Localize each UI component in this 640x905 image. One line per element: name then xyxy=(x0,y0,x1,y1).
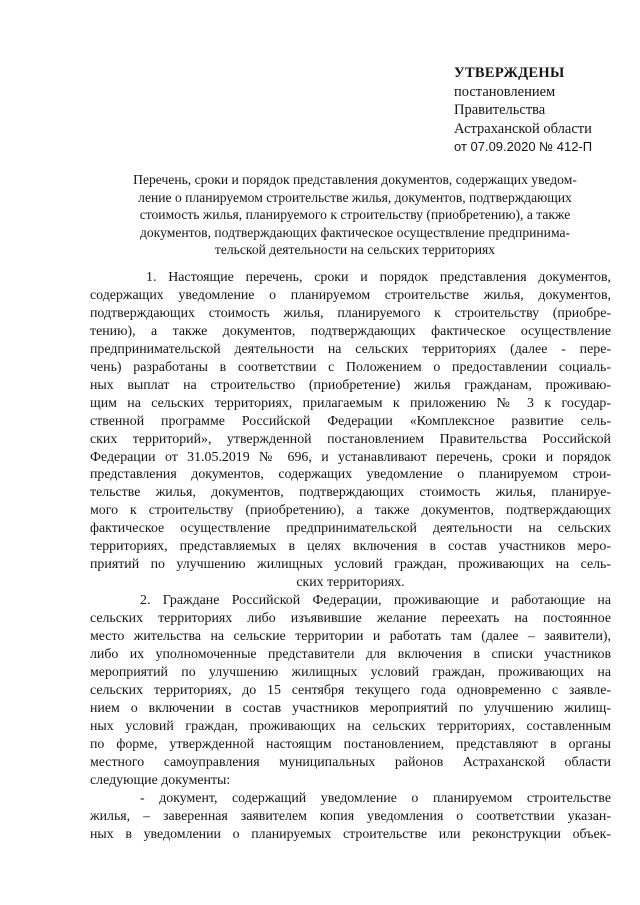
approval-line: Астраханской области xyxy=(454,120,592,137)
body-line: ных выплат на строительство (приобретение) жилья гражданам, проживаю- xyxy=(90,377,611,393)
title-line: Перечень, сроки и порядок представления документов, содержащих уведом- xyxy=(133,172,577,187)
body-line: 2. Граждане Российской Федерации, проживающие и работающие на xyxy=(140,593,611,609)
title-line: тельской деятельности на сельских территориях xyxy=(214,242,496,257)
body-line: местного самоуправления муниципальных районов Астраханской области xyxy=(90,754,611,770)
body-line: ских территориях. xyxy=(296,575,405,591)
body-line: ственной программе Российской Федерации «Комплексное развитие сель- xyxy=(90,413,611,429)
body-line: ных в уведомлении о планируемых строительстве или реконструкции объек- xyxy=(90,826,611,842)
body-line: мого к строительству (приобретению), а также документов, подтверждающих xyxy=(90,503,611,519)
body-line: нием о включении в состав участников мероприятий по улучшению жилищ- xyxy=(90,700,611,716)
title-line: стоимость жилья, планируемого к строительству (приобретению), а также xyxy=(139,207,571,222)
body-line: сельских территориях либо изъявившие желание переехать на постоянное xyxy=(90,611,611,627)
approval-heading: УТВЕРЖДЕНЫ xyxy=(454,65,565,81)
body-line: место жительства на сельские территории и работать там (далее – заявители), xyxy=(90,629,611,645)
body-line: тению), а также документов, подтверждающих фактическое осуществление xyxy=(90,323,611,339)
document-title xyxy=(80,171,630,259)
body-line: фактическое осуществление предпринимательской деятельности на сельских xyxy=(90,521,611,537)
body-line: содержащих уведомление о планируемом строительстве жилья, документов, xyxy=(90,287,611,303)
body-line: 1. Настоящие перечень, сроки и порядок представления документов, xyxy=(146,270,611,285)
body-line: представления документов, содержащих уведомление о планируемом строи- xyxy=(90,467,611,483)
body-line: подтверждающих стоимость жилья, планируемого к строительству (приобре- xyxy=(90,305,611,321)
body-line: предпринимательской деятельности на сельских территориях (далее - пере- xyxy=(90,341,611,357)
body-line: тельстве жилья, документов, подтверждающих стоимость жилья, планируе- xyxy=(90,485,611,501)
title-line: документов, подтверждающих фактическое осуществление предпринима- xyxy=(139,224,571,240)
body-line: ских территорий», утвержденной постановлением Правительства Российской xyxy=(90,431,611,447)
body-line: Федерации от 31.05.2019 № 696, и устанавливают перечень, сроки и порядок xyxy=(90,449,611,465)
body-line: сельских территориях, до 15 сентября текущего года одновременно с заявле- xyxy=(90,682,611,698)
paragraph-2 xyxy=(90,592,611,789)
approval-line: постановлением xyxy=(454,83,556,100)
body-line: приятий по улучшению жилищных условий граждан, проживающих на сель- xyxy=(90,557,611,573)
body-line: чень) разработаны в соответствии с Положением о предоставлении социаль- xyxy=(90,359,611,375)
paragraph-3 xyxy=(90,790,611,844)
body-line: следующие документы: xyxy=(90,772,231,788)
body-line: - документ, содержащий уведомление о планируемом строительстве xyxy=(140,790,611,806)
body-line: жилья, – заверенная заявителем копия уведомления о соответствии указан- xyxy=(90,808,611,824)
body-line: щим на сельских территориях, прилагаемым к приложению № 3 к государ- xyxy=(90,395,611,411)
body-line: либо их уполномоченные представители для включения в списки участников xyxy=(90,647,611,663)
approval-line: Правительства xyxy=(454,102,546,119)
approval-order-number: от 07.09.2020 № 412-П xyxy=(454,139,593,155)
document-body xyxy=(90,269,611,844)
body-line: ных условий граждан, проживающих на сельских территориях, составленным xyxy=(90,718,611,734)
body-line: по форме, утвержденной настоящим постановлением, представляют в органы xyxy=(90,736,611,752)
body-line: мероприятий по улучшению жилищных условий граждан, проживающих на xyxy=(90,664,611,680)
title-line: ление о планируемом строительстве жилья, документов, подтверждающих xyxy=(138,189,572,205)
approval-block xyxy=(454,64,634,157)
body-line: территориях, представляемых в целях включения в состав участников меро- xyxy=(90,539,611,555)
paragraph-1 xyxy=(90,269,611,592)
